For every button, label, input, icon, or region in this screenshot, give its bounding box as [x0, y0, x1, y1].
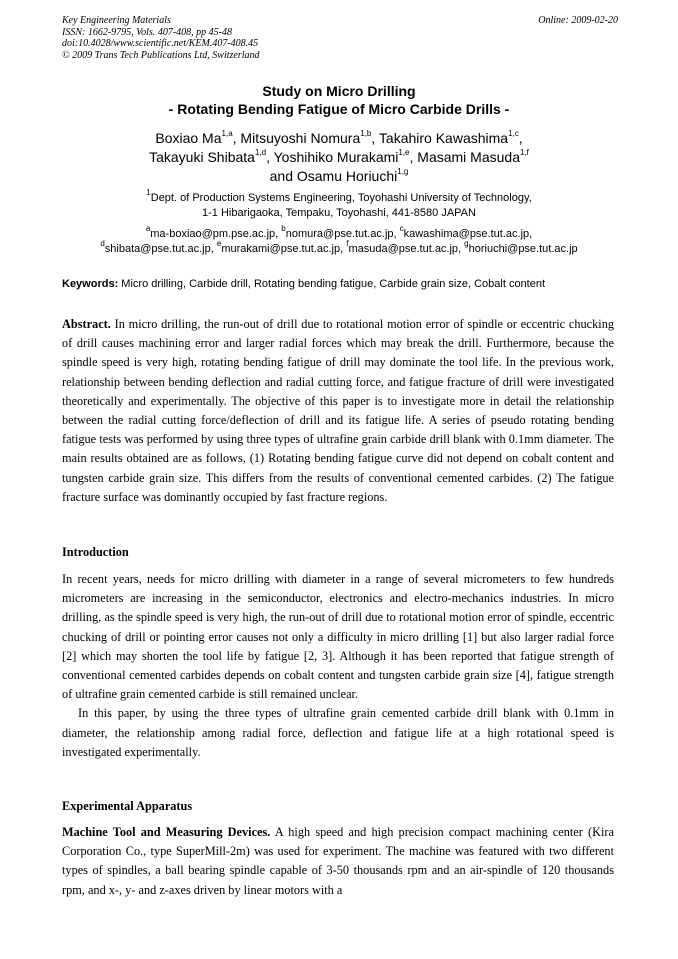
- author-line-2: Takayuki Shibata$^{1,d}$, Yoshihiko Murakami$^{1,e}$, Masami Masuda$^{1,f}$: [149, 148, 529, 165]
- subsection-label: Machine Tool and Measuring Devices.: [62, 825, 271, 839]
- author-sup: 1,b: [360, 129, 372, 139]
- journal-name: Key Engineering Materials: [62, 15, 171, 26]
- author-list: [40, 129, 638, 186]
- paragraph: In recent years, needs for micro drilling with diameter in a range of several micrometers to few hundreds micrometers are increasing in the semiconductor, electronics and electro-mechanics industries. In micro drilling, as the spindle speed is very high, the run-out of drill due to rotational motion error of spindle, eccentric chucking of drill or pointing error causes not only a difficulty in micro drilling [1] but also larger radial force [2] which may shorten the tool life by fatigue [2, 3]. Although it has been reported that fatigue strength of conventional cemented carbides depends on cobalt content and tungsten carbide grain size [4], fatigue strength of ultrafine grain cemented carbide is still remained unclear.: [62, 572, 614, 702]
- email-link[interactable]: kawashima@pse.tut.ac.jp,: [403, 228, 533, 240]
- author-name: Yoshihiko Murakami: [273, 149, 399, 165]
- author-sup: 1,g: [397, 167, 409, 177]
- email-link[interactable]: shibata@pse.tut.ac.jp,: [104, 243, 217, 255]
- abstract: [62, 315, 614, 507]
- paper-title: [40, 82, 638, 118]
- email-link[interactable]: masuda@pse.tut.ac.jp,: [348, 243, 465, 255]
- email-link[interactable]: murakami@pse.tut.ac.jp,: [221, 243, 347, 255]
- email-link[interactable]: ma-boxiao@pm.pse.ac.jp,: [150, 228, 282, 240]
- email-link[interactable]: nomura@pse.tut.ac.jp,: [285, 228, 400, 240]
- experimental-body: [62, 823, 614, 900]
- section-heading-introduction: Introduction: [62, 545, 129, 559]
- affiliation-line-1: Dept. of Production Systems Engineering, Toyohashi University of Technology,: [150, 192, 532, 204]
- copyright-line: © 2009 Trans Tech Publications Ltd, Switzerland: [62, 49, 260, 61]
- issn-line: ISSN: 1662-9795, Vols. 407-408, pp 45-48: [62, 26, 232, 38]
- author-sup: 1,c: [508, 129, 519, 139]
- abstract-text: In micro drilling, the run-out of drill due to rotational motion error of spindle or eccentric chucking of drill causes machining error and larger radial forces which may break the drill. Furthermore, because the spindle speed is very high, rotating bending fatigue of drill may dominate the tool life. In the previous work, relationship between bending deflection and radial cutting force, and fatigue fracture of drill were investigated theoretically and experimentally. The objective of this paper is to investigate more in detail the relationship between the radial cutting force/deflection of drill and its fatigue life. A series of pseudo rotating bending fatigue tests was performed by using three types of ultrafine grain carbide drill blank with 0.1mm diameter. The main results obtained are as follows, (1) Rotating bending fatigue curve did not depend on cobalt content and tungsten carbide grain size. This differs from the results of conventional cemented carbides. (2) The fatigue fracture surface was dominantly occupied by fast fracture regions.: [62, 317, 614, 504]
- paragraph: A high speed and high precision compact machining center (Kira Corporation Co., type SuperMill-2m) was used for experiment. The machine was featured with two different types of spindles, a ball bearing spindle capable of 3-50 thousands rpm and an air-spindle of 120 thousands rpm, and x-, y- and z-axes driven by linear motors with a: [62, 825, 614, 897]
- affiliation: [40, 188, 638, 221]
- affiliation-sup: 1: [146, 188, 151, 198]
- author-sup: 1,f: [519, 148, 529, 158]
- affiliation-line-2: 1-1 Hibarigaoka, Tempaku, Toyohashi, 441-8580 JAPAN: [202, 207, 476, 219]
- email-list: $^a$ma-boxiao@pm.pse.ac.jp, $^b$nomura@pse.tut.ac.jp, $^c$kawashima@pse.tut.ac.jp, $^d$shibata@pse.tut.ac.jp, $^e$murakami@pse.tut.ac.jp, $^f$masuda@pse.tut.ac.jp, $^g$horiuchi@pse.tut.ac.jp: [100, 224, 578, 255]
- email-link[interactable]: horiuchi@pse.tut.ac.jp: [468, 243, 578, 255]
- title-line-1: Study on Micro Drilling: [262, 83, 416, 99]
- keywords-text: Micro drilling, Carbide drill, Rotating bending fatigue, Carbide grain size, Cobalt content: [118, 278, 546, 290]
- author-name: Boxiao Ma: [155, 130, 222, 146]
- author-name: Masami Masuda: [417, 149, 520, 165]
- section-heading-experimental-apparatus: Experimental Apparatus: [62, 799, 193, 813]
- author-name: Takayuki Shibata: [149, 149, 255, 165]
- author-name: Mitsuyoshi Nomura: [240, 130, 361, 146]
- author-name: Takahiro Kawashima: [378, 130, 509, 146]
- introduction-body: [62, 570, 614, 762]
- author-line-3: [40, 167, 638, 186]
- title-line-2: - Rotating Bending Fatigue of Micro Carbide Drills -: [168, 101, 510, 117]
- author-sup: 1,d: [254, 148, 267, 158]
- publication-meta: [62, 15, 618, 61]
- keywords-label: Keywords:: [62, 278, 119, 290]
- keywords: [62, 277, 622, 292]
- online-date: Online: 2009-02-20: [538, 15, 618, 26]
- paragraph: In this paper, by using the three types of ultrafine grain cemented carbide drill blank with 0.1mm in diameter, the relationship among radial force, deflection and fatigue life at a high rotational speed is investigated experimentally.: [62, 706, 614, 759]
- author-line-1: Boxiao Ma$^{1,a}$, Mitsuyoshi Nomura$^{1,b}$, Takahiro Kawashima$^{1,c}$,: [155, 129, 523, 146]
- doi-line: doi:10.4028/www.scientific.net/KEM.407-408.45: [62, 38, 259, 49]
- author-sup: 1,e: [398, 148, 410, 158]
- abstract-label: Abstract.: [62, 317, 111, 331]
- author-sup: 1,a: [221, 129, 233, 139]
- author-name: and Osamu Horiuchi: [269, 168, 398, 184]
